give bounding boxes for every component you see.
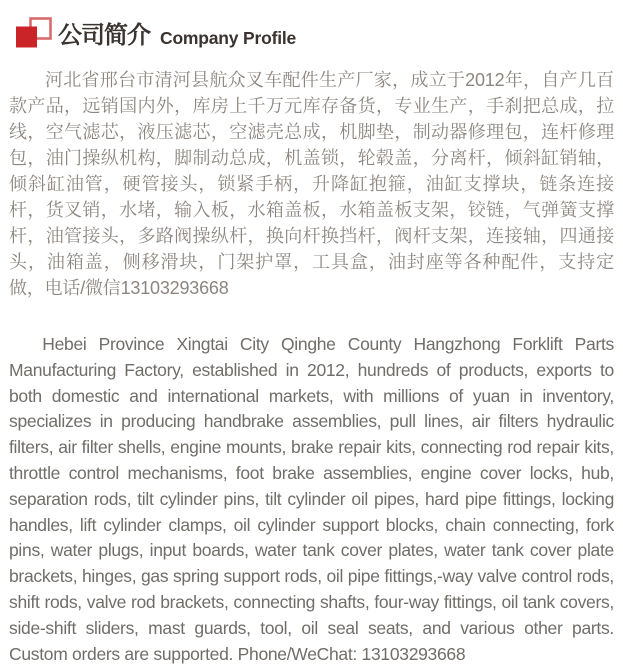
- section-title-zh: 公司简介: [58, 22, 150, 49]
- company-profile-text-en: Hebei Province Xingtai City Qinghe County Hangzhong Forklift Parts Manufacturing Factory, established in 2012, hundreds of products, exports to both domestic and international markets, with millions of yuan in inventory, specializes in producing handbrake assemblies, pull lines, air filters hydraulic filters, air filter shells, engine mounts, brake repair kits, connecting rod repair kits, throttle control mechanisms, foot brake assemblies, engine cover locks, hub, separation rods, tilt cylinder pins, tilt cylinder oil pipes, hard pipe fittings, locking handles, lift cylinder clamps, oil cylinder support blocks, chain connecting, fork pins, water plugs, input boards, water tank cover plates, water tank cover plate brackets, hinges, gas spring support rods, oil pipe fittings,-way valve control rods, shift rods, valve rod brackets, connecting shafts, four-way fittings, oil tank covers, side-shift sliders, mast guards, tool, oil seal seats, and various other parts. Custom orders are supported. Phone/WeChat: 13103293668: [9, 334, 614, 664]
- solid-square: [16, 27, 37, 48]
- section-header: [9, 14, 614, 48]
- overlapping-squares-icon: [16, 17, 52, 48]
- section-title-en: Company Profile: [160, 27, 297, 48]
- company-profile-text-zh: 河北省邢台市清河县航众叉车配件生产厂家，成立于2012年，自产几百款产品，远销国内外，库房上千万元库存备货，专业生产，手刹把总成，拉线，空气滤芯，液压滤芯，空滤壳总成，机脚垫，制动器修理包，连杆修理包，油门操纵机构，脚制动总成，机盖锁，轮毂盖，分离杆，倾斜缸销轴，倾斜缸油管，硬管接头，锁紧手柄，升降缸抱箍，油缸支撑块，链条连接杆，货叉销，水堵，输入板，水箱盖板，水箱盖板支架，铰链，气弹簧支撑杆，油管接头，多路阀操纵杆，换向杆换挡杆，阀杆支架，连接轴，四通接头，油箱盖，侧移滑块，门架护罩，工具盒，油封座等各种配件，支持定做，电话/微信13103293668: [9, 70, 614, 298]
